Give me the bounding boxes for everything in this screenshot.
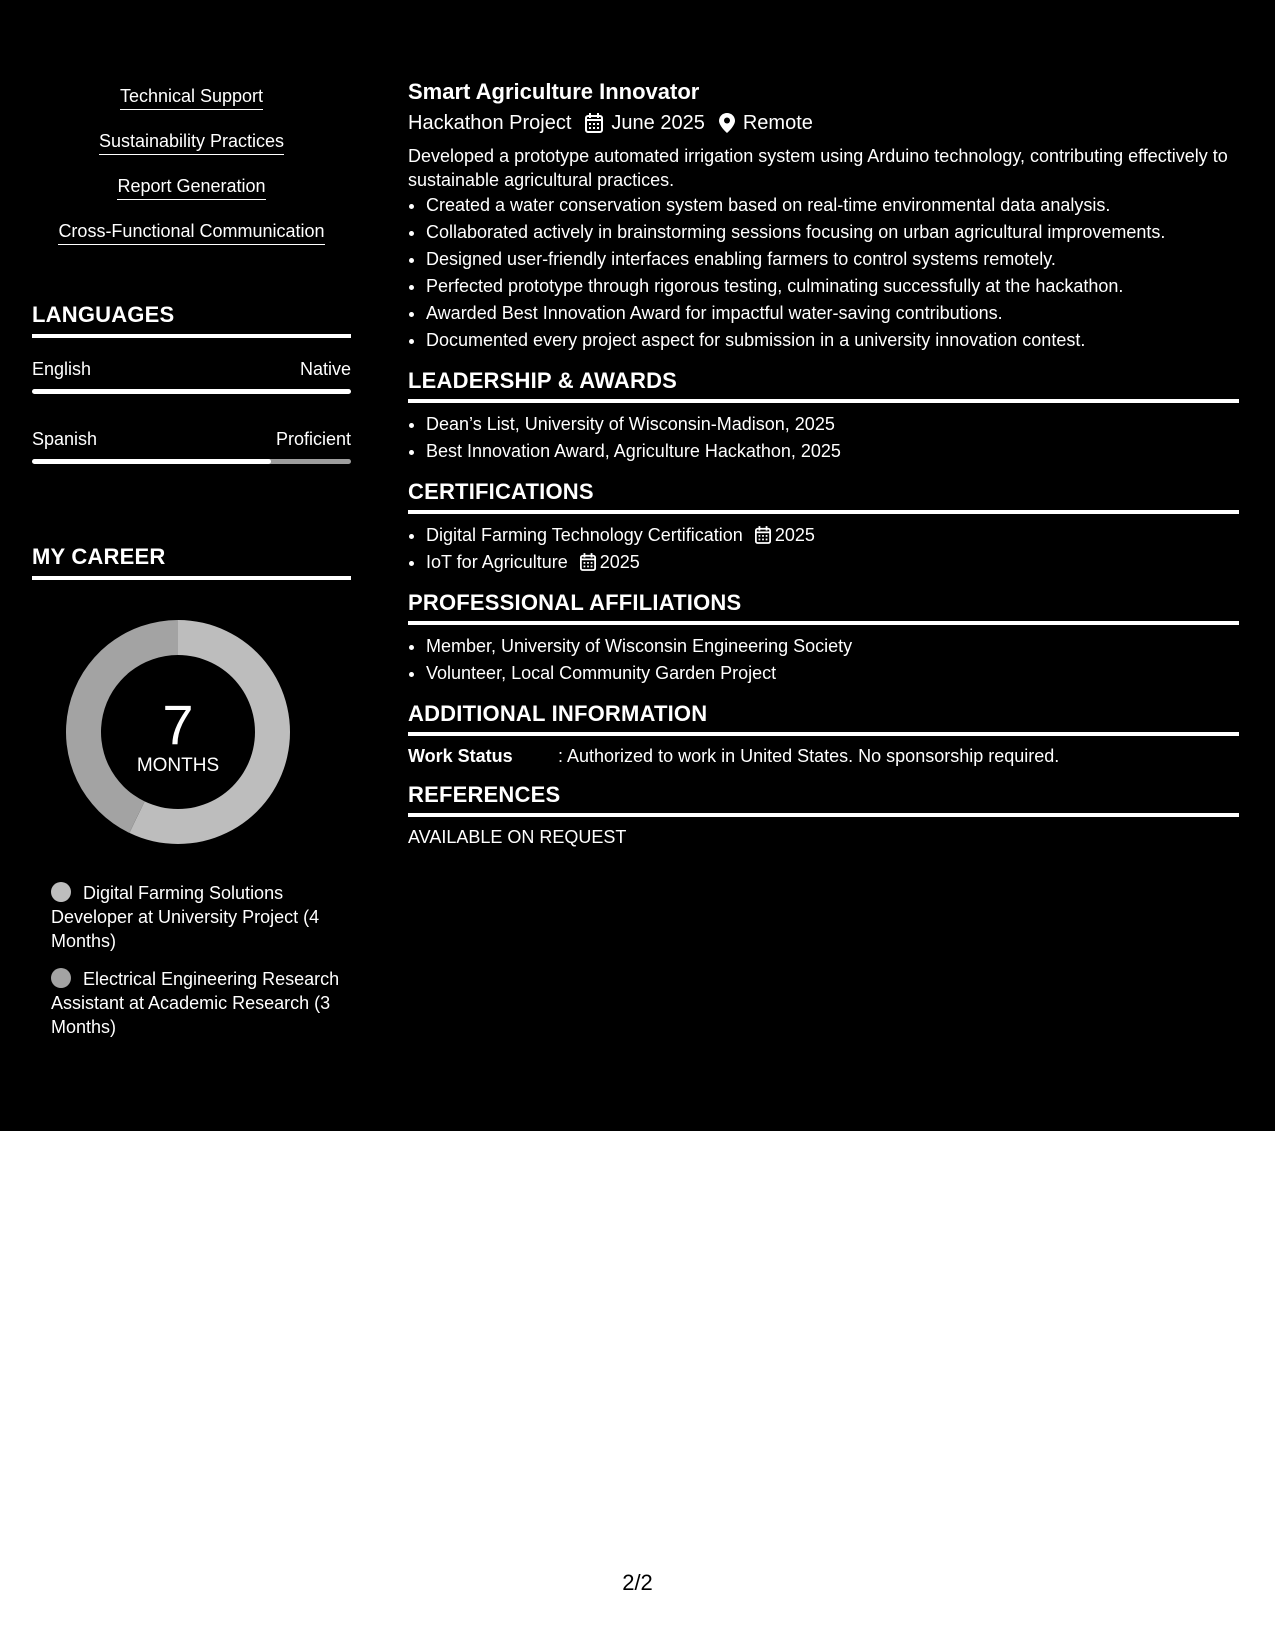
career-total-unit: MONTHS <box>136 755 220 776</box>
language-level: Native <box>299 359 351 379</box>
language-name: English <box>32 359 92 379</box>
project-type: Hackathon Project <box>408 112 572 134</box>
work-status-row <box>408 744 1239 768</box>
career-legend-text: Digital Farming Solutions Developer at University Project (4 Months) <box>51 883 320 951</box>
list-item: • Designed user-friendly interfaces enabling farmers to control systems remotely. <box>426 246 1239 273</box>
calendar-icon <box>580 553 596 571</box>
certifications-heading: CERTIFICATIONS <box>408 479 1239 514</box>
career-legend-item <box>51 967 341 1039</box>
list-item: • Volunteer, Local Community Garden Project <box>426 660 1239 687</box>
calendar-icon <box>755 526 771 544</box>
certification-name: Digital Farming Technology Certification <box>426 525 743 545</box>
project-entry <box>408 78 1239 354</box>
list-item: • Perfected prototype through rigorous testing, culminating successfully at the hackathon. <box>426 273 1239 300</box>
career-legend-text: Electrical Engineering Research Assistant at Academic Research (3 Months) <box>51 969 340 1037</box>
skills-list <box>32 86 351 266</box>
language-bar-fill <box>32 389 351 394</box>
list-item: • Dean’s List, University of Wisconsin-Madison, 2025 <box>426 411 1239 438</box>
certifications-list <box>408 522 1239 576</box>
certification-year: 2025 <box>599 552 640 572</box>
legend-dot-icon <box>51 882 71 902</box>
list-item: • Member, University of Wisconsin Engineering Society <box>426 633 1239 660</box>
skill-item: Cross-Functional Communication <box>58 221 324 245</box>
career-segment <box>66 620 178 833</box>
legend-dot-icon <box>51 968 71 988</box>
project-meta <box>408 108 1239 138</box>
additional-info-heading: ADDITIONAL INFORMATION <box>408 701 1239 736</box>
language-name: Spanish <box>32 429 98 449</box>
references-heading: REFERENCES <box>408 782 1239 817</box>
career-heading: MY CAREER <box>32 544 351 580</box>
language-row <box>32 359 351 380</box>
project-description: Developed a prototype automated irrigation system using Arduino technology, contributing effectively to sustainable agricultural practices. <box>408 146 1228 190</box>
career-donut-chart <box>66 620 290 844</box>
leadership-heading: LEADERSHIP & AWARDS <box>408 368 1239 403</box>
leadership-list <box>408 411 1239 465</box>
language-bar <box>32 459 351 464</box>
career-total-number: 7 <box>162 693 194 756</box>
languages-heading: LANGUAGES <box>32 302 351 338</box>
project-title: Smart Agriculture Innovator <box>408 79 700 104</box>
certification-name: IoT for Agriculture <box>426 552 568 572</box>
work-status-label: Work Status <box>408 746 513 766</box>
language-level: Proficient <box>275 429 351 449</box>
page-number: 2/2 <box>622 1570 653 1595</box>
list-item: • Created a water conservation system based on real-time environmental data analysis. <box>426 192 1239 219</box>
career-legend-item <box>51 881 341 953</box>
calendar-icon <box>585 113 603 133</box>
language-bar <box>32 389 351 394</box>
skill-item: Report Generation <box>117 176 265 200</box>
list-item: • Awarded Best Innovation Award for impactful water-saving contributions. <box>426 300 1239 327</box>
work-status-value: : Authorized to work in United States. No sponsorship required. <box>558 746 1060 766</box>
skill-item: Sustainability Practices <box>99 131 284 155</box>
main-content <box>408 78 1239 849</box>
project-date: June 2025 <box>611 112 705 134</box>
map-pin-icon <box>719 113 735 133</box>
skill-item: Technical Support <box>120 86 263 110</box>
language-bar-fill <box>32 459 271 464</box>
affiliations-heading: PROFESSIONAL AFFILIATIONS <box>408 590 1239 625</box>
language-row <box>32 429 351 450</box>
list-item <box>426 549 1239 576</box>
certification-year: 2025 <box>774 525 815 545</box>
list-item: • Documented every project aspect for submission in a university innovation contest. <box>426 327 1239 354</box>
list-item: • Collaborated actively in brainstorming sessions focusing on urban agricultural improvements. <box>426 219 1239 246</box>
list-item: • Best Innovation Award, Agriculture Hackathon, 2025 <box>426 438 1239 465</box>
project-bullets <box>408 192 1239 354</box>
project-location: Remote <box>742 112 813 134</box>
affiliations-list <box>408 633 1239 687</box>
list-item <box>426 522 1239 549</box>
references-text: AVAILABLE ON REQUEST <box>408 827 627 847</box>
